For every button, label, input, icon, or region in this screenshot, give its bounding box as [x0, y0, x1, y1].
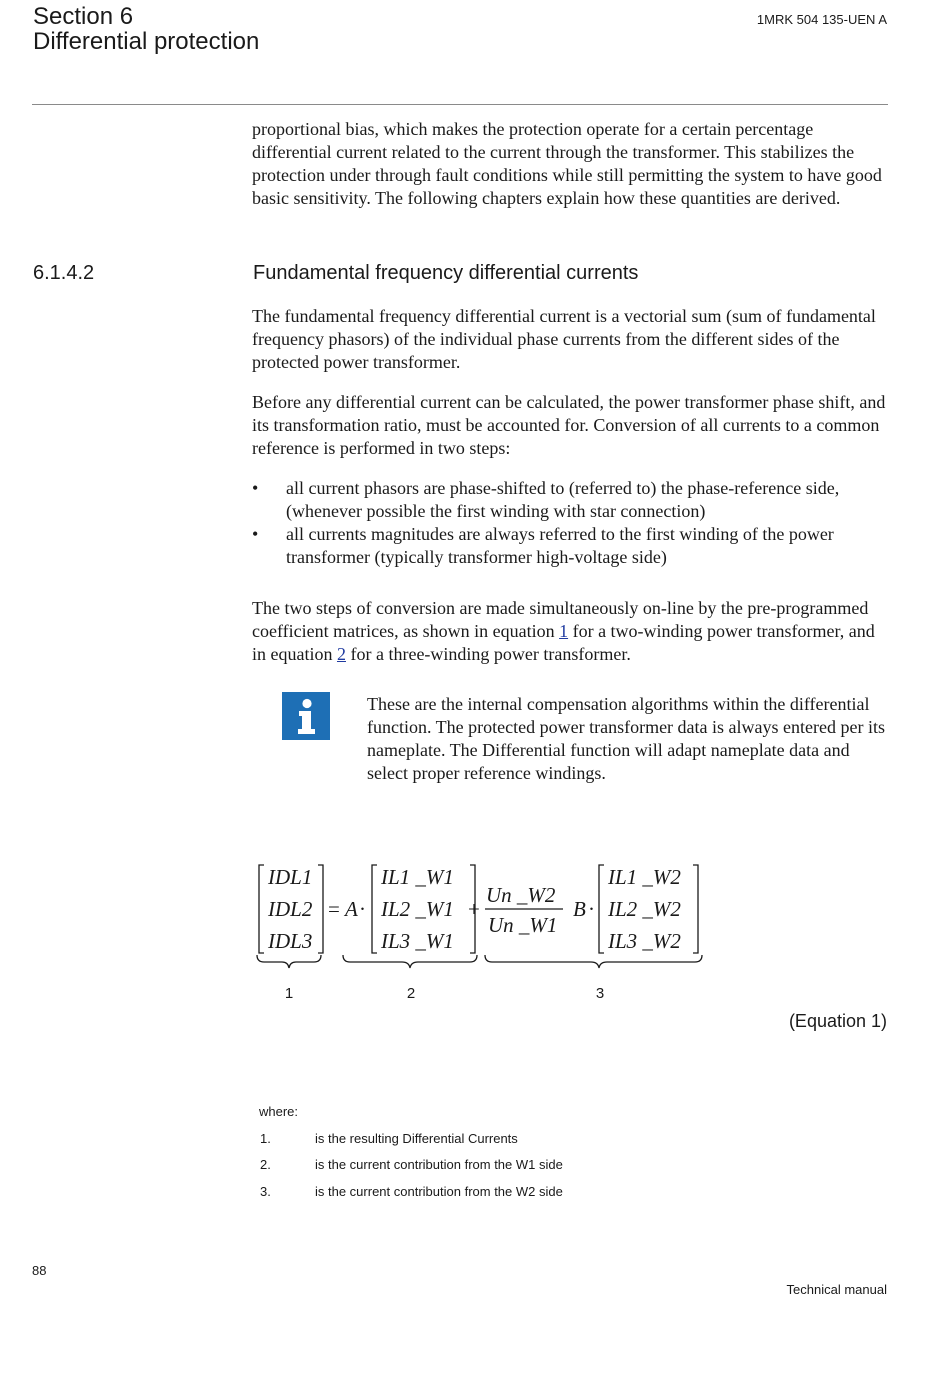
matrix-bracket	[693, 865, 698, 953]
brace-label-3: 3	[595, 985, 605, 1002]
where-label: where:	[259, 1104, 299, 1119]
matrix-bracket	[259, 865, 264, 953]
matrix-bracket	[318, 865, 323, 953]
paragraph-differential-current: The fundamental frequency differential current is a vectorial sum (sum of fundamental frequency phasors) of the individual phase currents from the different sides of the protected power transformer.	[252, 306, 876, 372]
plus-sign: +	[468, 897, 480, 921]
bullet-icon: •	[252, 478, 259, 498]
list-item	[252, 477, 892, 523]
coefficient-a: A	[345, 897, 358, 921]
ratio-denominator: Un _W1	[488, 913, 558, 937]
footer-manual-title: Technical manual	[786, 1282, 887, 1297]
brace-label-1: 1	[284, 985, 294, 1002]
paragraph-conversion-steps: Before any differential current can be calculated, the power transformer phase shift, and its transformation ratio, must be accounted for. Conversion of all currents to a common reference is performed in two steps:	[252, 392, 886, 458]
w1-entry: IL2 _W1	[381, 897, 454, 921]
lhs-entry: IDL2	[268, 897, 313, 921]
w1-entry: IL3 _W1	[381, 929, 454, 953]
where-item-text: is the current contribution from the W2 side	[315, 1184, 563, 1199]
subsection-title: Fundamental frequency differential currents	[253, 262, 639, 284]
document-id: 1MRK 504 135-UEN A	[756, 12, 887, 27]
w2-entry: IL3 _W2	[608, 929, 681, 953]
multiply-dot: ·	[359, 897, 366, 921]
bullet-icon: •	[252, 524, 259, 544]
matrix-bracket	[599, 865, 604, 953]
w2-entry: IL2 _W2	[608, 897, 681, 921]
page-number: 88	[32, 1263, 47, 1278]
where-item-text: is the resulting Differential Currents	[315, 1131, 518, 1146]
paragraph-text: for a two-winding power transformer, and in equation	[252, 621, 875, 664]
equation-2-link[interactable]: 2	[336, 644, 346, 664]
ratio-numerator: Un _W2	[486, 883, 556, 907]
list-item-text: all current phasors are phase-shifted to (referred to) the phase-reference side, (whenever possible the first winding with star connection)	[286, 478, 840, 521]
under-brace-3	[485, 955, 702, 968]
under-brace-1	[257, 955, 321, 968]
note-text: These are the internal compensation algorithms within the differential function. The protected power transformer data is always entered per its nameplate. The Differential function will adapt nameplate data and select proper reference windings.	[367, 694, 885, 783]
section-header	[33, 4, 259, 54]
coefficient-b: B	[573, 897, 586, 921]
header-divider	[32, 104, 888, 105]
equals-sign: =	[328, 897, 340, 921]
where-item-number: 3.	[260, 1184, 271, 1199]
equation-1	[252, 858, 712, 1006]
list-item	[252, 523, 892, 569]
under-brace-2	[343, 955, 477, 968]
lhs-entry: IDL3	[268, 929, 313, 953]
equation-1-link[interactable]: 1	[559, 621, 569, 641]
brace-label-2: 2	[406, 985, 416, 1002]
lhs-entry: IDL1	[268, 865, 313, 889]
where-item-number: 1.	[260, 1131, 271, 1146]
multiply-dot: ·	[588, 897, 595, 921]
w1-entry: IL1 _W1	[381, 865, 454, 889]
where-item-number: 2.	[260, 1157, 271, 1172]
matrix-bracket	[372, 865, 377, 953]
section-title: Differential protection	[33, 28, 260, 55]
intro-paragraph: proportional bias, which makes the protection operate for a certain percentage differential current related to the current through the transformer. This stabilizes the protection under through fault conditions while still permitting the system to have good basic sensitivity. The following chapters explain how these quantities are derived.	[252, 119, 882, 208]
conversion-steps-list	[252, 477, 892, 569]
subsection-number: 6.1.4.2	[33, 262, 95, 284]
where-item-text: is the current contribution from the W1 side	[315, 1157, 563, 1172]
info-icon	[282, 692, 330, 740]
paragraph-text: for a three-winding power transformer.	[345, 644, 631, 664]
paragraph-coefficient-matrices	[252, 597, 892, 666]
section-number: Section 6	[33, 3, 134, 30]
paragraph-text: The two steps of conversion are made simultaneously on-line by the pre-programmed coefficient matrices, as shown in equation	[252, 598, 869, 641]
equation-label: (Equation 1)	[788, 1011, 887, 1031]
w2-entry: IL1 _W2	[608, 865, 681, 889]
list-item-text: all currents magnitudes are always referred to the first winding of the power transformer (typically transformer high-voltage side)	[286, 524, 834, 567]
